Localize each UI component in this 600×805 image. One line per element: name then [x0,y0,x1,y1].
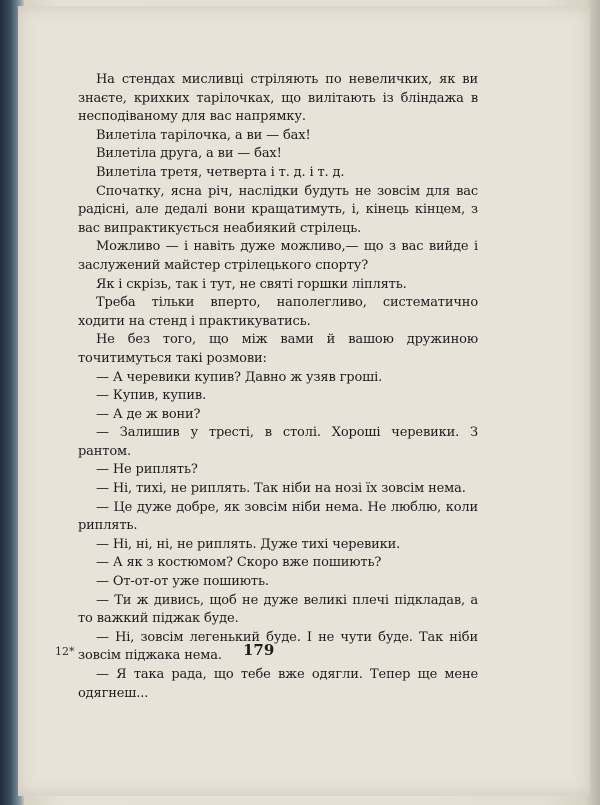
dialogue-line: — Я така рада, що тебе вже одягли. Тепер ще мене одягнеш... [78,667,478,701]
printer-signature-mark: 12* [55,645,75,658]
paragraph: Не без того, що між вами й вашою дружиною точитимуться такі розмови: [78,332,478,366]
page-body-text [78,71,478,703]
dialogue-line: — Ні, тихі, не риплять. Так ніби на нозі їх зовсім нема. [96,481,466,497]
dialogue-line: — А черевики купив? Давно ж узяв гроші. [96,369,383,385]
paragraph: Вилетіла тарілочка, а ви — бах! [96,127,311,143]
paragraph: Вилетіла друга, а ви — бах! [96,146,282,162]
paragraph: Як і скрізь, так і тут, не святі горшки ліплять. [96,276,407,292]
dialogue-line: — Не риплять? [96,462,198,478]
dialogue-line: — Ти ж дивись, щоб не дуже великі плечі підкладав, а то важкий піджак буде. [78,592,478,627]
dialogue-line: — Ні, ні, ні, не риплять. Дуже тихі черевики. [96,536,401,552]
dialogue-line: — Залишив у тресті, в столі. Хороші черевики. З рантом. [78,425,478,459]
dialogue-line: — Купив, купив. [96,388,207,404]
page-number: 179 [243,641,275,659]
dialogue-line: — А де ж вони? [96,406,201,422]
paragraph: На стендах мисливці стріляють по невеличких, як ви знаєте, крихких тарілочках, що вилітають із бліндажа в несподіваному для вас напрямку. [78,72,478,125]
dialogue-line: — Це дуже добре, як зовсім ніби нема. Не люблю, коли риплять. [78,499,478,534]
paragraph: Можливо — і навіть дуже можливо,— що з вас вийде і заслужений майстер стрілецького спорту? [78,239,478,273]
paragraph: Спочатку, ясна річ, наслідки будуть не зовсім для вас радісні, але дедалі вони кращатимуть, і, кінець кінцем, з вас випрактикується неабиякий стрілець. [78,183,478,236]
paragraph: Вилетіла третя, четверта і т. д. і т. д. [96,164,345,180]
dialogue-line: — Ні, зовсім легенький буде. І не чути буде. Так ніби зовсім піджака нема. [78,629,478,664]
dialogue-line: — А як з костюмом? Скоро вже пошиють? [96,555,382,571]
paragraph: Треба тільки вперто, наполегливо, систематично ходити на стенд і практикуватись. [78,295,478,329]
dialogue-line: — От-от-от уже пошиють. [96,574,269,590]
